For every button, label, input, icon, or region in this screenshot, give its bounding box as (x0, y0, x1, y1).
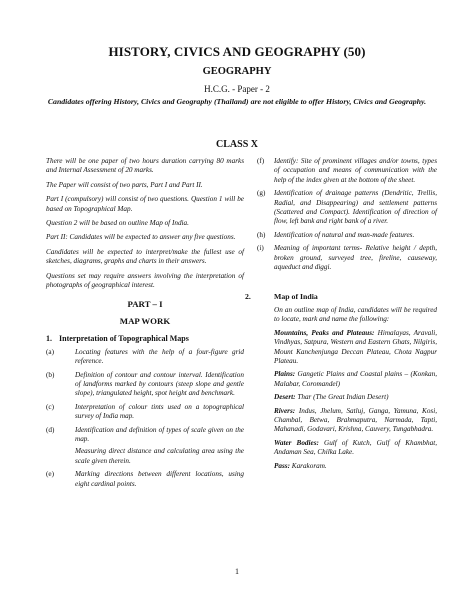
intro-paragraph: Candidates will be expected to interpret/make the fullest use of sketches, diagrams, graphs and charts in their answers. (46, 247, 244, 266)
intro-paragraph: Part I (compulsory) will consist of two questions. Question 1 will be based on Topographical Map. (46, 195, 244, 213)
item-text: Identify: Site of prominent villages and/or towns, types of occupation and means of communication with the help of the index given at the bottom of the sheet. (274, 157, 437, 184)
part-heading: PART – I (127, 299, 163, 310)
class-heading: CLASS X (216, 139, 258, 150)
entry-text: Thar (The Great Indian Desert) (297, 393, 389, 402)
item-label: (i) (257, 244, 264, 253)
entry-text: Indus, Jhelum, Satluj, Ganga, Yamuna, Kosi, Chambal, Betwa, Brahmaputra, Narmada, Tapti, Mahanadi, Godavari, Krishna, Cauvery, Tungabhadra. (274, 406, 438, 434)
entry-heading: Mountains, Peaks and Plateaus: (274, 328, 375, 337)
section-title: Map of India (274, 292, 318, 302)
left-column (46, 157, 244, 489)
section-heading (245, 292, 437, 302)
entry-heading: Desert: (274, 393, 296, 402)
entry-heading: Plains: (274, 370, 296, 379)
entry-heading: Rivers: (274, 406, 296, 415)
right-column (245, 157, 438, 471)
item-text: Identification of natural and man-made features. (274, 230, 415, 239)
map-entry (274, 439, 437, 458)
list-item (46, 403, 244, 422)
list-item (46, 470, 244, 489)
page-number: 1 (235, 567, 239, 576)
eligibility-notice: Candidates offering History, Civics and Geography (Thailand) are not eligible to offer History, Civics and Geography. (47, 97, 427, 106)
item-text: Interpretation of colour tints used on a topographical survey of India map. (75, 402, 244, 421)
list-item (257, 157, 437, 185)
map-entry (274, 462, 437, 471)
entry-heading: Pass: (274, 461, 290, 470)
entry-text: Gulf of Kutch, Gulf of Khambhat, Andaman Sea, Chilka Lake. (274, 438, 438, 457)
item-text: Identification of drainage patterns (Dendritic, Trellis, Radial, and Disappearing) and settlement patterns (Scattered and Compact). Identification of direction of flow, left bank and right bank of a river. (274, 189, 437, 226)
section-number: 1. (46, 334, 52, 344)
item-label: (a) (46, 347, 54, 356)
subject-heading: GEOGRAPHY (202, 66, 272, 77)
item-label: (d) (46, 425, 55, 434)
list-item (257, 231, 437, 240)
item-text: Locating features with the help of a four-figure grid reference. (75, 347, 244, 366)
item-label: (f) (257, 157, 265, 165)
section-title: Interpretation of Topographical Maps (59, 334, 189, 344)
map-work-heading: MAP WORK (119, 315, 171, 326)
item-note: Measuring direct distance and calculating area using the scale given therein. (75, 447, 244, 465)
map-entry (274, 407, 437, 435)
map-entry (274, 393, 437, 402)
intro-paragraph: Part II: Candidates will be expected to answer any five questions. (46, 233, 236, 242)
item-label: (c) (46, 402, 54, 411)
entry-text: Karakoram. (291, 461, 327, 470)
entry-text: Himalayas, Aravali, Vindhyas, Satpura, Western and Eastern Ghats, Nilgiris, Mount Kanchenjunga Deccan Plateau, Chota Nagpur Plateau. (274, 328, 438, 365)
section-number: 2. (245, 292, 251, 302)
list-item (46, 371, 244, 399)
item-text: Meaning of important terms- Relative height / depth, broken ground, surveyed tree, fireline, causeway, aqueduct and diggi. (274, 244, 437, 272)
map-entry (274, 329, 437, 367)
intro-paragraph: Question 2 will be based on outline Map of India. (46, 219, 189, 228)
map-intro: On an outline map of India, candidates will be required to locate, mark and name the following: (274, 305, 437, 324)
list-item (257, 189, 437, 227)
item-label: (b) (46, 370, 55, 379)
item-text: Marking directions between different locations, using eight cardinal points. (75, 470, 244, 488)
intro-paragraph: There will be one paper of two hours duration carrying 80 marks and Internal Assessment of 20 marks. (46, 157, 244, 175)
paper-code: H.C.G. - Paper - 2 (204, 84, 270, 94)
item-label: (e) (46, 470, 54, 479)
item-label: (h) (257, 230, 266, 239)
item-text: Identification and definition of types of scale given on the map. (75, 425, 244, 443)
entry-text: Gangetic Plains and Coastal plains – (Konkan, Malabar, Coromandel) (274, 370, 438, 388)
intro-paragraph: The Paper will consist of two parts, Part I and Part II. (46, 180, 203, 189)
document-title: HISTORY, CIVICS AND GEOGRAPHY (50) (108, 44, 366, 59)
section-heading (46, 334, 244, 343)
list-item (257, 244, 437, 272)
map-entry (274, 370, 437, 389)
intro-paragraph: Questions set may require answers involving the interpretation of photographs of geographical interest. (46, 271, 244, 290)
entry-heading: Water Bodies: (274, 438, 319, 447)
list-item (46, 348, 244, 367)
item-text: Definition of contour and contour interval. Identification of landforms marked by contours (steep slope and gentle slope), triangulated height, spot height and benchmark. (75, 370, 244, 398)
list-item (46, 426, 244, 445)
item-label: (g) (257, 189, 266, 198)
